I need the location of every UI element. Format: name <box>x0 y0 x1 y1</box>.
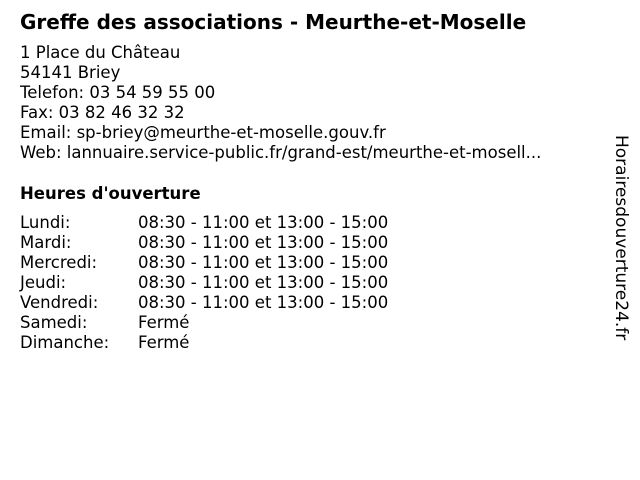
hours-row-wednesday <box>20 253 440 273</box>
day-hours: 08:30 - 11:00 et 13:00 - 15:00 <box>138 293 389 312</box>
email-address: Email: sp-briey@meurthe-et-moselle.gouv.fr <box>20 123 386 142</box>
hours-row-friday <box>20 293 440 313</box>
hours-row-thursday <box>20 273 440 293</box>
hours-row-monday <box>20 213 440 233</box>
day-label: Vendredi: <box>20 293 99 312</box>
day-hours: 08:30 - 11:00 et 13:00 - 15:00 <box>138 213 389 232</box>
day-label: Mercredi: <box>20 253 98 272</box>
day-label: Mardi: <box>20 233 72 252</box>
city-postcode: 54141 Briey <box>20 63 121 82</box>
hours-row-sunday <box>20 333 440 353</box>
street-address: 1 Place du Château <box>20 43 181 62</box>
day-hours: 08:30 - 11:00 et 13:00 - 15:00 <box>138 253 389 272</box>
fax-number: Fax: 03 82 46 32 32 <box>20 103 185 122</box>
phone-number: Telefon: 03 54 59 55 00 <box>20 83 216 102</box>
day-hours: 08:30 - 11:00 et 13:00 - 15:00 <box>138 233 389 252</box>
day-hours: Fermé <box>138 313 190 332</box>
hours-row-saturday <box>20 313 440 333</box>
website-url: Web: lannuaire.service-public.fr/grand-est/meurthe-et-mosell... <box>20 143 542 162</box>
day-hours: 08:30 - 11:00 et 13:00 - 15:00 <box>138 273 389 292</box>
site-watermark: Horairesdouverture24.fr <box>611 135 631 341</box>
address-block <box>20 43 541 163</box>
hours-row-tuesday <box>20 233 440 253</box>
page-title: Greffe des associations - Meurthe-et-Moselle <box>20 10 527 34</box>
day-label: Dimanche: <box>20 333 110 352</box>
day-label: Samedi: <box>20 313 88 332</box>
day-hours: Fermé <box>138 333 190 352</box>
day-label: Lundi: <box>20 213 71 232</box>
opening-hours-heading: Heures d'ouverture <box>20 184 201 203</box>
day-label: Jeudi: <box>20 273 67 292</box>
opening-hours-table <box>20 213 440 353</box>
